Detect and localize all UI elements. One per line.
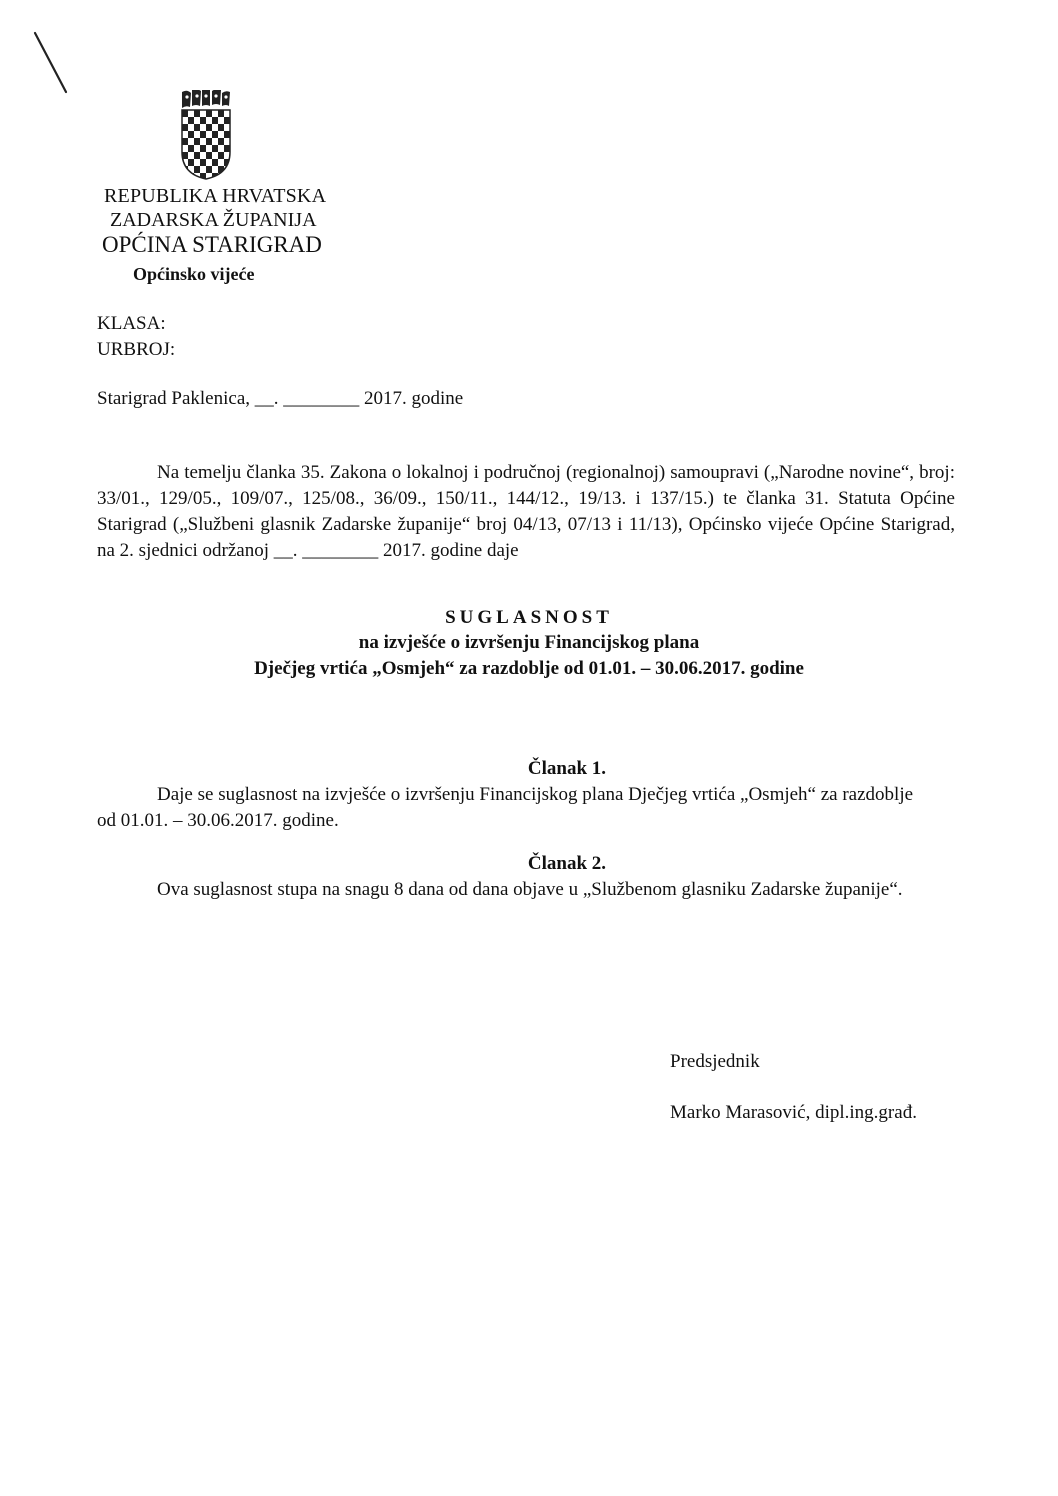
header-county: ZADARSKA ŽUPANIJA	[110, 209, 317, 231]
header-republic: REPUBLIKA HRVATSKA	[104, 185, 327, 207]
signature-role: Predsjednik	[670, 1051, 760, 1072]
croatian-coat-of-arms-icon	[179, 90, 233, 180]
pen-stroke-mark	[32, 30, 72, 96]
document-subtitle-line1: na izvješće o izvršenju Financijskog plana	[358, 632, 700, 653]
header-council: Općinsko vijeće	[133, 264, 255, 284]
place-and-date: Starigrad Paklenica, __. ________ 2017. godine	[97, 388, 464, 409]
signature-name: Marko Marasović, dipl.ing.građ.	[670, 1102, 917, 1123]
klasa-label: KLASA:	[97, 313, 166, 334]
preamble-paragraph: Na temelju članka 35. Zakona o lokalnoj i područnoj (regionalnoj) samoupravi („Narodne novine“, broj: 33/01., 129/05., 109/07., 125/08., 36/09., 150/11., 144/12., 19/13. i 137/15.) te članka 31. Statuta Općine Starigrad („Službeni glasnik Zadarske županije“ broj 04/13, 07/13 i 11/13), Općinsko vijeće Općine Starigrad, na 2. sjednici održanoj __. ________ 2017. godine daje	[97, 462, 955, 561]
document-title: SUGLASNOST	[445, 607, 613, 628]
article-2-heading: Članak 2.	[527, 853, 607, 874]
header-municipality: OPĆINA STARIGRAD	[102, 232, 322, 257]
article-2-text: Ova suglasnost stupa na snagu 8 dana od dana objave u „Službenom glasniku Zadarske županije“.	[157, 879, 903, 900]
article-1-text: Daje se suglasnost na izvješće o izvršenju Financijskog plana Dječjeg vrtića „Osmjeh“ za razdoblje od 01.01. – 30.06.2017. godine.	[97, 784, 914, 831]
urbroj-label: URBROJ:	[97, 339, 176, 360]
document-subtitle-line2: Dječjeg vrtića „Osmjeh“ za razdoblje od 01.01. – 30.06.2017. godine	[254, 658, 804, 679]
article-1-heading: Članak 1.	[527, 758, 607, 779]
